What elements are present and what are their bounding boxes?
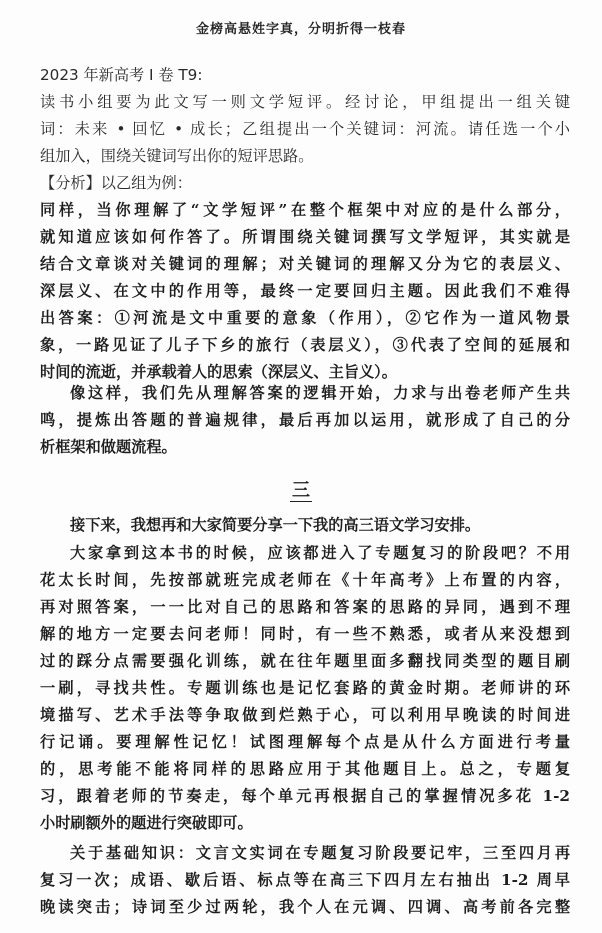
paragraph-line: 境描写、艺术手法等争取做到烂熟于心，可以利用早晚读的时间进 (40, 706, 570, 724)
analysis-line: 同样，当你理解了“文学短评”在整个框架中对应的是什么部分， (40, 201, 570, 219)
section-title (0, 480, 602, 502)
paragraph-line: 晚读突击；诗词至少过两轮，我个人在元调、四调、高考前各完整 (40, 898, 570, 916)
paragraph-line: 一刷，寻找共性。专题训练也是记忆套路的黄金时期。老师讲的环 (40, 679, 570, 697)
question-line: 组加入，围绕关键词写出你的短评思路。 (40, 147, 314, 165)
analysis-line: 时间的流逝，并承载着人的思索（深层义、主旨义）。 (40, 363, 397, 381)
basic-knowledge-paragraph (40, 840, 570, 921)
paragraph-line: 再对照答案，一一比对自己的思路和答案的思路的异同，遇到不理 (40, 598, 570, 616)
paragraph-line: 大家拿到这本书的时候，应该都进入了专题复习的阶段吧？不用 (70, 544, 570, 562)
question-line: 读书小组要为此文写一则文学短评。经讨论，甲组提出一组关键 (40, 93, 570, 111)
paragraph-line: 花太长时间，先按部就班完成老师在《十年高考》上布置的内容， (40, 571, 570, 589)
analysis-block (40, 170, 570, 386)
study-plan-paragraph (40, 540, 570, 837)
summary-line: 鸣，提炼出答题的普遍规律，最后再加以运用，就形成了自己的分 (40, 411, 570, 429)
paragraph-line: 解的地方一定要去问老师！同时，有一些不熟悉，或者从来没想到 (40, 625, 570, 643)
analysis-line: 就知道应该如何作答了。所谓围绕关键词撰写文学短评，其实就是 (40, 228, 570, 246)
paragraph-line: 过的踩分点需要强化训练，就在往年题里面多翻找同类型的题目刷 (40, 652, 570, 670)
question-line: 词：未来 • 回忆 • 成长；乙组提出一个关键词：河流。请任选一个小 (40, 120, 570, 138)
analysis-line: 结合文章谈对关键词的理解；对关键词的理解又分为它的表层义、 (40, 255, 570, 273)
analysis-line: 深层义、在文中的作用等，最终一定要回归主题。因此我们不难得 (40, 282, 570, 300)
question-title: 2023 年新高考 I 卷 T9: (40, 66, 203, 84)
page-header: 金榜高悬姓字真，分明折得一枝春 (195, 22, 406, 37)
section-number: 三 (292, 480, 310, 501)
paragraph-line: 小时刷额外的题进行突破即可。 (40, 814, 253, 832)
intro-line: 接下来，我想再和大家简要分享一下我的高三语文学习安排。 (70, 516, 481, 534)
paragraph-line: 关于基础知识：文言文实词在专题复习阶段要记牢，三至四月再 (70, 844, 570, 862)
intro-paragraph (40, 512, 570, 539)
analysis-line: 出答案：①河流是文中重要的意象（作用），②它作为一道风物景 (40, 309, 570, 327)
summary-line: 析框架和做题流程。 (40, 438, 177, 456)
analysis-line: 象，一路见证了儿子下乡的旅行（表层义），③代表了空间的延展和 (40, 336, 570, 354)
summary-paragraph (40, 380, 570, 461)
analysis-heading: 【分析】以乙组为例： (40, 174, 192, 192)
paragraph-line: 复习一次；成语、歇后语、标点等在高三下四月左右抽出 1-2 周早 (40, 871, 570, 889)
paragraph-line: 的，思考能不能将同样的思路应用于其他题目上。总之，专题复 (40, 760, 570, 778)
question-block (40, 62, 570, 170)
paragraph-line: 行记诵。要理解性记忆！试图理解每个点是从什么方面进行考量 (40, 733, 570, 751)
summary-line: 像这样，我们先从理解答案的逻辑开始，力求与出卷老师产生共 (70, 384, 570, 402)
paragraph-line: 习，跟着老师的节奏走，每个单元再根据自己的掌握情况多花 1-2 (40, 787, 570, 805)
